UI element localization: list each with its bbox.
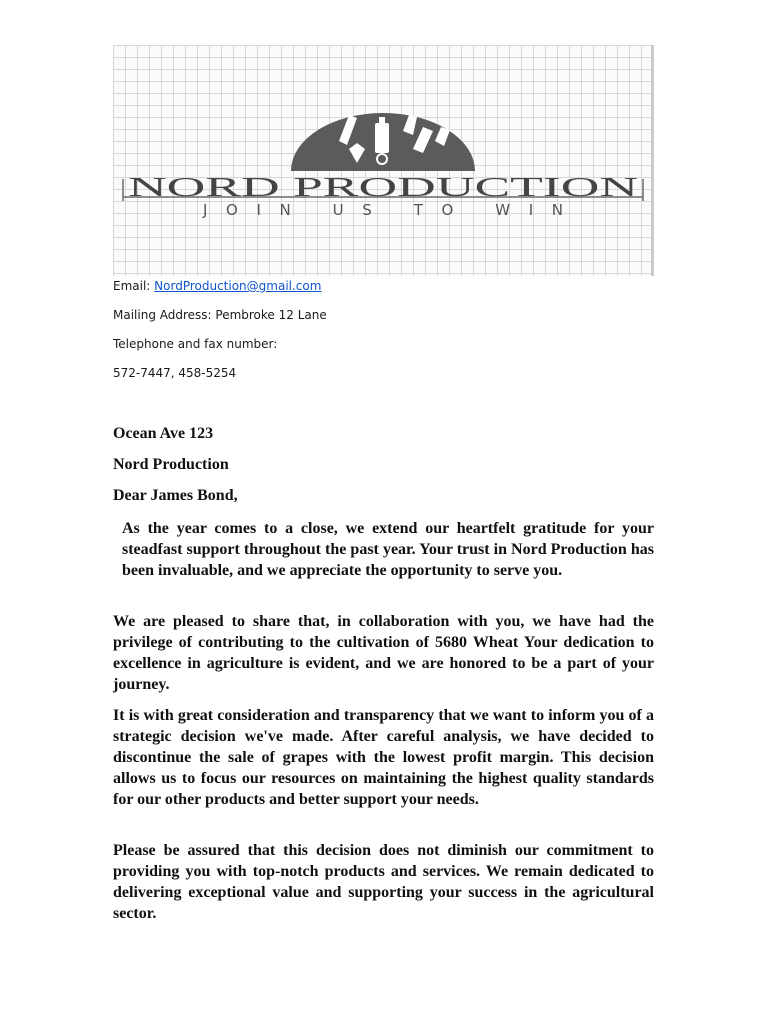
company-logo bbox=[113, 45, 654, 276]
paragraph-commitment: Please be assured that this decision does not diminish our commitment to providing you with top-notch products and services. We remain dedicated to delivering exceptional value and supporting your success in the agricultural sector. bbox=[113, 842, 654, 922]
email-label: Email: bbox=[113, 279, 155, 293]
salutation: Dear James Bond, bbox=[113, 487, 238, 504]
phone-label: Telephone and fax number: bbox=[113, 337, 278, 351]
paragraph-decision: It is with great consideration and transparency that we want to inform you of a strategic decision we've made. After careful analysis, we have decided to discontinue the sale of grapes with the lowest profit margin. This decision allows us to focus our resources on maintaining the highest quality standards for our other products and better support your needs. bbox=[113, 707, 654, 808]
recipient-company: Nord Production bbox=[113, 456, 229, 473]
mailing-address: Mailing Address: Pembroke 12 Lane bbox=[113, 308, 327, 322]
email-link[interactable]: NordProduction@gmail.com bbox=[154, 279, 322, 293]
logo-tagline: JOIN US TO WIN bbox=[203, 201, 563, 219]
email-line bbox=[113, 279, 321, 293]
logo-company-name: NORD PRODUCTION bbox=[128, 172, 638, 202]
recipient-address: Ocean Ave 123 bbox=[113, 425, 214, 442]
paragraph-gratitude: As the year comes to a close, we extend our heartfelt gratitude for your steadfast support throughout the past year. Your trust in Nord Production has been invaluable, and we appreciate the opportunity to serve you. bbox=[122, 520, 654, 579]
phone-numbers: 572-7447, 458-5254 bbox=[113, 366, 237, 380]
logo-graphic bbox=[113, 45, 654, 276]
paragraph-collaboration: We are pleased to share that, in collaboration with you, we have had the privilege of contributing to the cultivation of 5680 Wheat Your dedication to excellence in agriculture is evident, and we are honored to be a part of your journey. bbox=[113, 613, 654, 693]
